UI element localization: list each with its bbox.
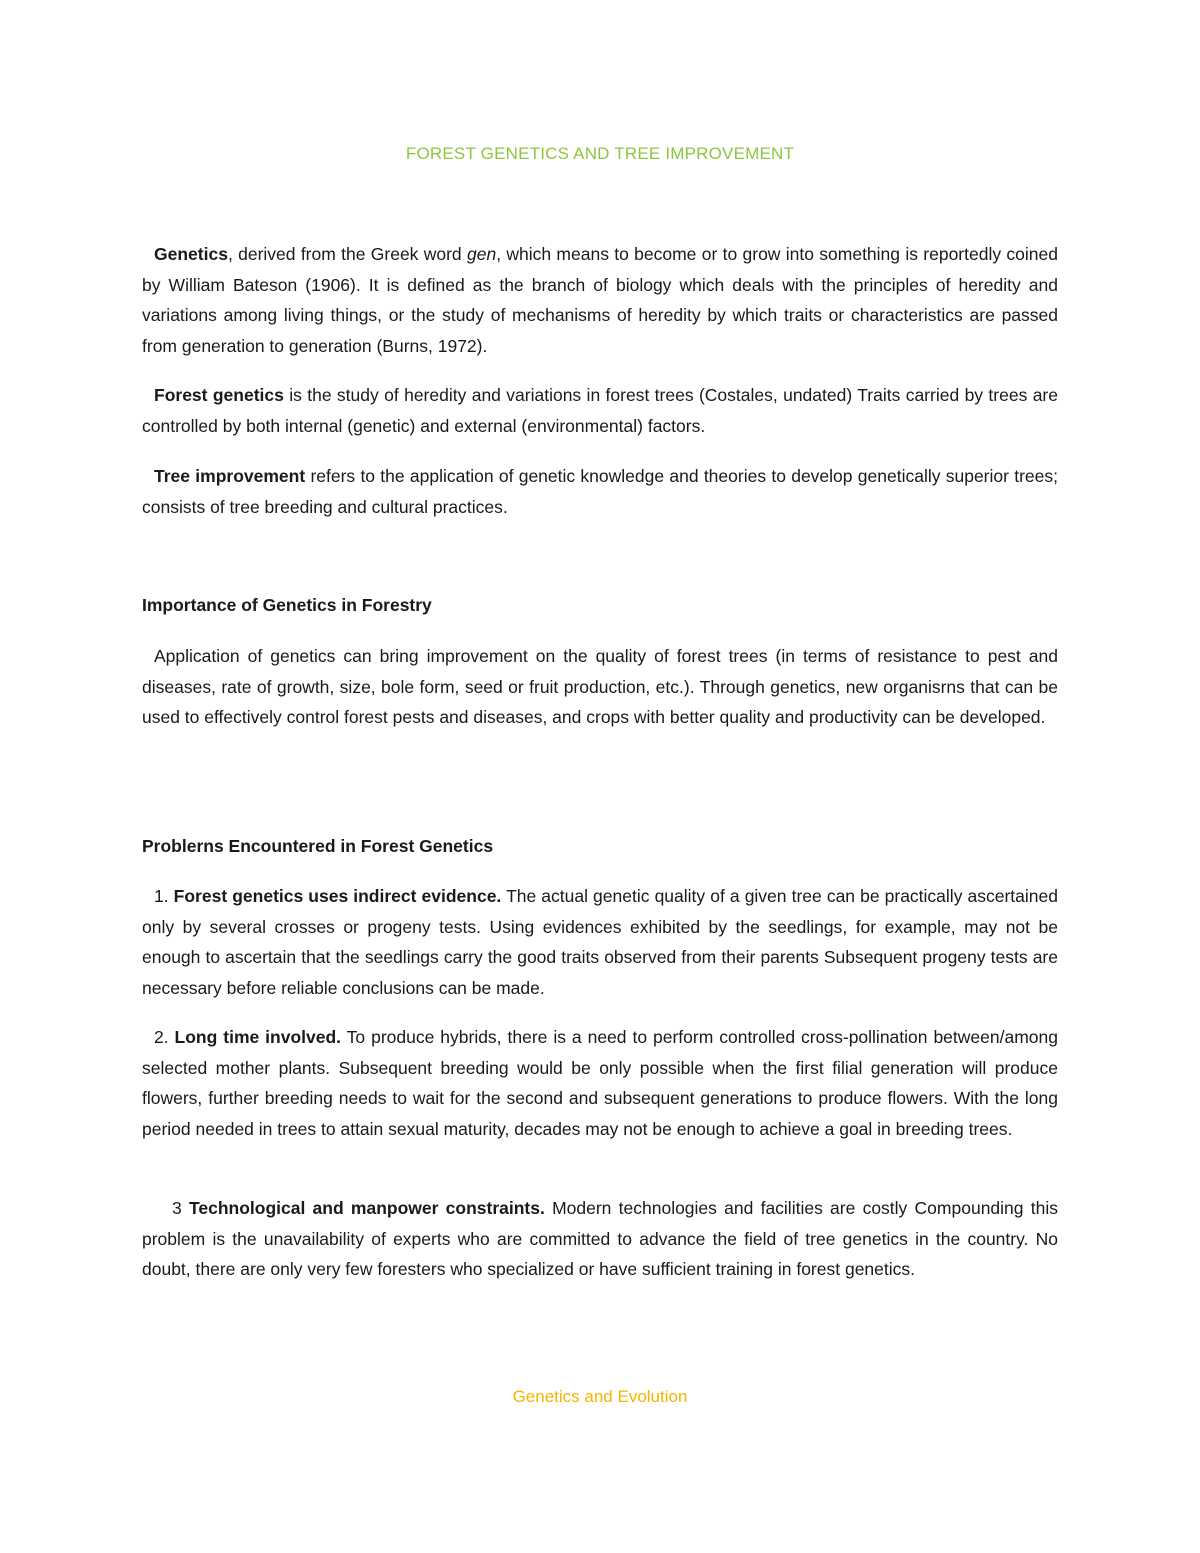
paragraph-forest-genetics-text: is the study of heredity and variations in forest trees (Costales, undated) Traits carried by trees are controlled by both internal (genetic) and external (environmental) factors. [142,385,1058,436]
paragraph-genetics-text-a: , derived from the Greek word [227,244,467,264]
paragraph-tree-improvement-text: refers to the application of genetic knowledge and theories to develop genetically superior trees; consists of tree breeding and cultural practices. [142,466,1058,517]
paragraph-forest-genetics [142,380,1058,441]
problem-text-3: Modern technologies and facilities are costly Compounding this problem is the unavailability of experts who are committed to advance the field of tree genetics in the country. No doubt, there are only very few foresters who specialized or have sufficient training in forest genetics. [142,1198,1058,1279]
document-title: FOREST GENETICS AND TREE IMPROVEMENT [405,144,795,163]
footer-title: Genetics and Evolution [512,1387,688,1406]
problem-term-1: Forest genetics uses indirect evidence. [173,886,502,906]
problem-text-2: To produce hybrids, there is a need to perform controlled cross-pollination between/among selected mother plants. Subsequent breeding would be only possible when the first filial generation will produce flowers, further breeding needs to wait for the second and subsequent generations to produce flowers. With the long period needed in trees to attain sexual maturity, decades may not be enough to achieve a goal in breeding trees. [142,1027,1058,1139]
italic-word-gen: gen [466,244,497,264]
heading-problems: Problerns Encountered in Forest Genetics [142,836,494,856]
problem-number-3: 3 [172,1198,189,1218]
term-forest-genetics: Forest genetics [154,385,284,405]
problem-term-2: Long time involved. [174,1027,342,1047]
problem-item-1 [142,881,1058,1003]
paragraph-genetics [142,239,1058,361]
term-genetics: Genetics [154,244,228,264]
problem-item-2 [142,1022,1058,1144]
problem-number-1: 1. [154,886,174,906]
paragraph-importance-text: Application of genetics can bring improvement on the quality of forest trees (in terms of resistance to pest and diseases, rate of growth, size, bole form, seed or fruit production, etc.). Through genetics, new organisrns that can be used to effectively control forest pests and diseases, and crops with better quality and productivity can be developed. [142,646,1058,727]
paragraph-tree-improvement [142,461,1058,522]
problem-number-2: 2. [154,1027,175,1047]
problem-text-1: The actual genetic quality of a given tree can be practically ascertained only by several crosses or progeny tests. Using evidences exhibited by the seedlings, for example, may not be enough to ascertain that the seedlings carry the good traits observed from their parents Subsequent progeny tests are necessary before reliable conclusions can be made. [142,886,1058,998]
term-tree-improvement: Tree improvement [154,466,306,486]
paragraph-genetics-text-b: , which means to become or to grow into something is reportedly coined by William Bateson (1906). It is defined as the branch of biology which deals with the principles of heredity and variations among living things, or the study of mechanisms of heredity by which traits or characteristics are passed from generation to generation (Burns, 1972). [142,244,1058,356]
problem-item-3 [142,1193,1058,1285]
paragraph-importance [142,641,1058,733]
problem-term-3: Technological and manpower constraints. [188,1198,545,1218]
heading-importance: Importance of Genetics in Forestry [142,595,432,615]
